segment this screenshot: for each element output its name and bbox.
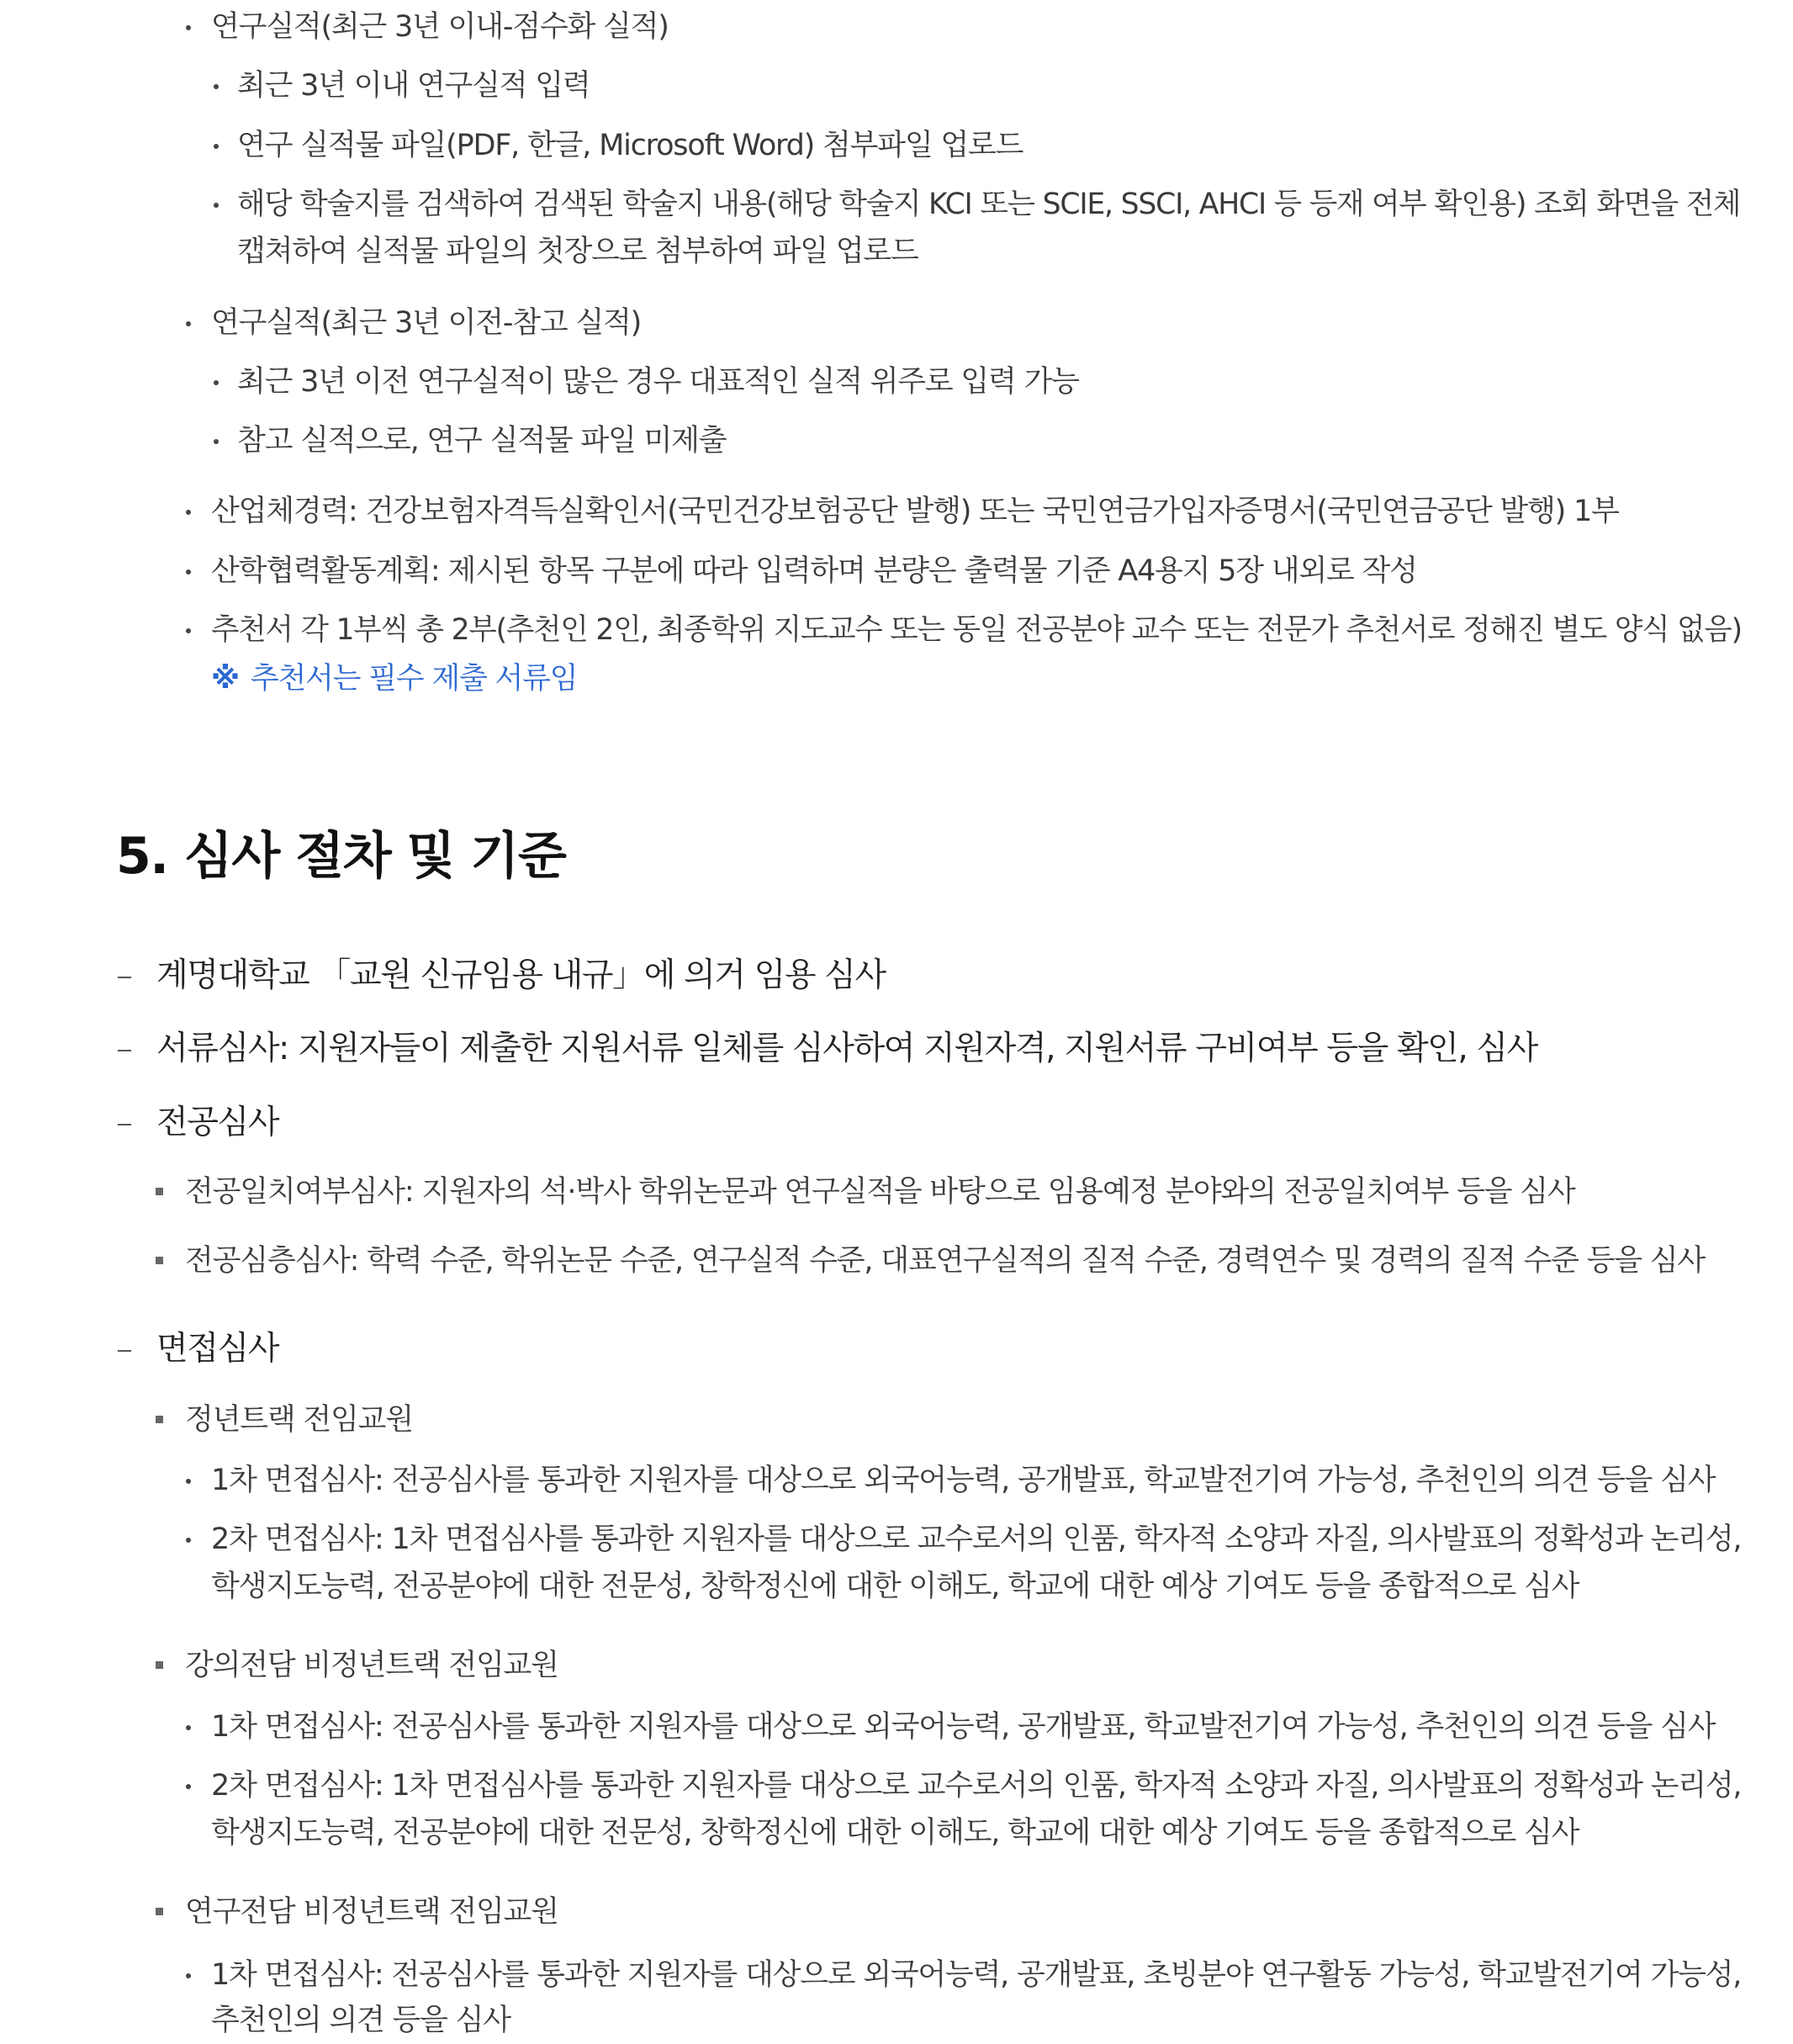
bullet-dot [186,628,191,633]
bullet-dot [186,1538,191,1543]
research-past-title: 연구실적(최근 3년 이전-참고 실적) [211,306,642,340]
track-name: 강의전담 비정년트랙 전임교원 [185,1649,558,1682]
reference-mark-icon: ※ [211,662,239,696]
bullet-dot [186,510,191,515]
bullet-dot [186,569,191,575]
bullet-dot [214,84,219,89]
note-text: 추천서는 필수 제출 서류임 [250,662,578,696]
bullet-dot [214,380,219,385]
section-item: 계명대학교 「교원 신규임용 내규」에 의거 임용 심사 [156,956,886,994]
square-bullet [156,1416,163,1423]
research-past-item: 최근 3년 이전 연구실적이 많은 경우 대표적인 실적 위주로 입력 가능 [237,365,1079,399]
interview-line: 1차 면접심사: 전공심사를 통과한 지원자를 대상으로 외국어능력, 공개발표, 학교발전기여 가능성, 추천인의 의견 등을 심사 [211,1464,1716,1497]
bullet-dot [186,1784,191,1789]
recommendation-note [211,655,577,702]
cooperation-plan: 산학협력활동계획: 제시된 항목 구분에 따라 입력하며 분량은 출력물 기준 A4용지 5장 내외로 작성 [211,554,1417,588]
interview-line: 1차 면접심사: 전공심사를 통과한 지원자를 대상으로 외국어능력, 공개발표, 학교발전기여 가능성, 추천인의 의견 등을 심사 [211,1710,1716,1744]
track-name: 정년트랙 전임교원 [185,1403,413,1437]
research-recent-title: 연구실적(최근 3년 이내-점수화 실적) [211,10,669,44]
research-recent-item: 연구 실적물 파일(PDF, 한글, Microsoft Word) 첨부파일 업로드 [237,129,1023,162]
industry-career: 산업체경력: 건강보험자격득실확인서(국민건강보험공단 발행) 또는 국민연금가입자증명서(국민연금공단 발행) 1부 [211,495,1619,528]
research-recent-item: 최근 3년 이내 연구실적 입력 [237,69,590,103]
bullet-dot [214,203,219,208]
bullet-dot [214,439,219,444]
square-bullet [156,1661,163,1669]
recommendation: 추천서 각 1부씩 총 2부(추천인 2인, 최종학위 지도교수 또는 동일 전공분야 교수 또는 전문가 추천서로 정해진 별도 양식 없음) [211,613,1742,647]
research-past-item: 참고 실적으로, 연구 실적물 파일 미제출 [237,424,727,458]
section-item: 면접심사 [156,1330,279,1368]
bullet-dot [186,1725,191,1730]
bullet-dot [186,1479,191,1484]
interview-line: 2차 면접심사: 1차 면접심사를 통과한 지원자를 대상으로 교수로서의 인품, 학자적 소양과 자질, 의사발표의 정확성과 논리성, [211,1522,1742,1556]
interview-line-cont: 학생지도능력, 전공분야에 대한 전문성, 창학정신에 대한 이해도, 학교에 대한 예상 기여도 등을 종합적으로 심사 [211,1816,1579,1850]
bullet-dot [186,321,191,326]
interview-line-cont: 추천인의 의견 등을 심사 [211,2004,510,2037]
bullet-dot [186,25,191,30]
square-bullet [156,1188,163,1195]
interview-line: 1차 면접심사: 전공심사를 통과한 지원자를 대상으로 외국어능력, 공개발표, 초빙분야 연구활동 가능성, 학교발전기여 가능성, [211,1958,1742,1992]
section-title: 5. 심사 절차 및 기준 [116,827,566,886]
research-recent-item-cont: 캡쳐하여 실적물 파일의 첫장으로 첨부하여 파일 업로드 [237,235,918,268]
square-bullet [156,1257,163,1264]
square-bullet [156,1908,163,1915]
section-item: 서류심사: 지원자들이 제출한 지원서류 일체를 심사하여 지원자격, 지원서류 구비여부 등을 확인, 심사 [156,1030,1537,1067]
bullet-dot [186,1973,191,1978]
dash-marker [118,1124,131,1125]
bullet-dot [214,144,219,149]
section-item: 전공심사 [156,1104,279,1141]
interview-line-cont: 학생지도능력, 전공분야에 대한 전문성, 창학정신에 대한 이해도, 학교에 대한 예상 기여도 등을 종합적으로 심사 [211,1570,1579,1603]
dash-marker [118,977,131,978]
track-name: 연구전담 비정년트랙 전임교원 [185,1895,558,1929]
dash-marker [118,1050,131,1051]
major-review-item: 전공일치여부심사: 지원자의 석·박사 학위논문과 연구실적을 바탕으로 임용예정 분야와의 전공일치여부 등을 심사 [185,1175,1575,1209]
major-review-item: 전공심층심사: 학력 수준, 학위논문 수준, 연구실적 수준, 대표연구실적의 질적 수준, 경력연수 및 경력의 질적 수준 등을 심사 [185,1244,1705,1278]
dash-marker [118,1350,131,1352]
research-recent-item: 해당 학술지를 검색하여 검색된 학술지 내용(해당 학술지 KCI 또는 SCIE, SSCI, AHCI 등 등재 여부 확인용) 조회 화면을 전체 [237,188,1741,221]
interview-line: 2차 면접심사: 1차 면접심사를 통과한 지원자를 대상으로 교수로서의 인품, 학자적 소양과 자질, 의사발표의 정확성과 논리성, [211,1769,1742,1803]
